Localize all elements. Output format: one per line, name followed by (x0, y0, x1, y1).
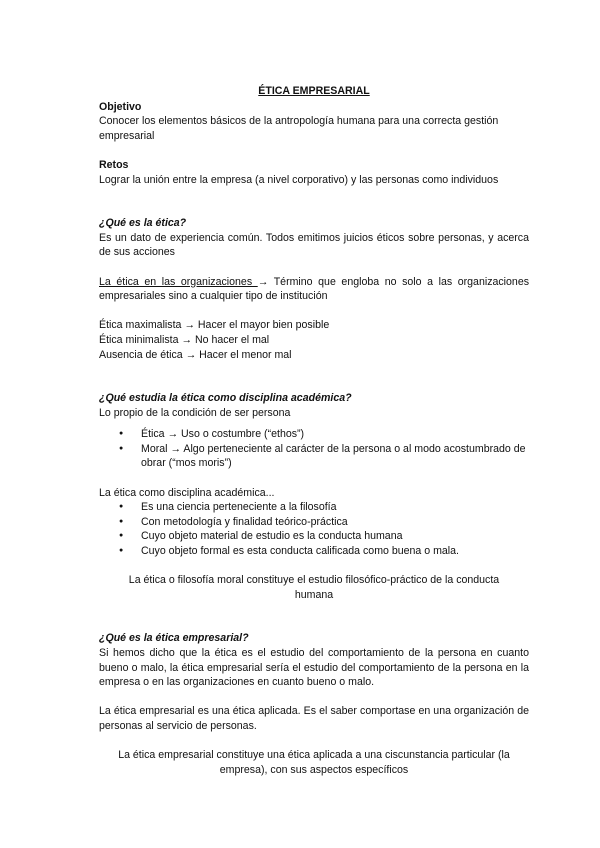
empresarial-conclusion: La ética empresarial constituye una ética aplicada a una ciscunstancia particular (la empresa), con sus aspectos específicos (118, 749, 510, 776)
list-item: ● Cuyo objeto formal es esta conducta calificada como buena o mala. (119, 544, 529, 559)
list-item: ● Es una ciencia perteneciente a la filosofía (119, 500, 529, 515)
objetivo-text: Conocer los elementos básicos de la antropología humana para una correcta gestión empresarial (99, 115, 499, 142)
org-paragraph (99, 275, 529, 304)
list-item: ● Ética → Uso o costumbre (“ethos”) (119, 427, 529, 442)
list-item: ● Cuyo objeto material de estudio es la conducta humana (119, 529, 529, 544)
retos-heading: Retos (99, 158, 129, 171)
discipline-intro: La ética como disciplina académica... (99, 486, 275, 499)
org-term: La ética en las organizaciones (99, 275, 258, 288)
ethics-type-item: Ausencia de ética → Hacer el menor mal (99, 348, 292, 361)
list-item: ● Moral → Algo perteneciente al carácter de la persona o al modo acostumbrado de obrar (“mos moris”) (119, 442, 529, 471)
ethics-type-item: Ética maximalista → Hacer el mayor bien posible (99, 319, 330, 332)
ethos-list (99, 427, 529, 471)
estudia-conclusion: La ética o filosofía moral constituye el estudio filosófico-práctico de la conducta humana (128, 574, 500, 601)
retos-text: Lograr la unión entre la empresa (a nivel corporativo) y las personas como individuos (99, 173, 499, 186)
estudia-text: Lo propio de la condición de ser persona (99, 406, 291, 419)
objetivo-heading: Objetivo (99, 100, 142, 113)
que-es-text: Es un dato de experiencia común. Todos emitimos juicios éticos sobre personas, y acerca de sus acciones (99, 231, 529, 259)
list-item: ● Con metodología y finalidad teórico-práctica (119, 515, 529, 530)
empresarial-p1: Si hemos dicho que la ética es el estudio del comportamiento de la persona en cuanto bueno o malo, la ética empresarial sería el estudio del comportamiento de la persona en la empresa o en las organizaciones en cuanto bueno o malo. (99, 647, 529, 689)
ethics-type-item: Ética minimalista → No hacer el mal (99, 333, 270, 346)
org-text: → Término que engloba no solo a las organizaciones empresariales sino a cualquier tipo de institución (99, 275, 530, 303)
que-es-heading: ¿Qué es la ética? (99, 217, 187, 230)
document-title: ÉTICA EMPRESARIAL (258, 85, 370, 97)
discipline-list (99, 500, 529, 558)
empresarial-heading: ¿Qué es la ética empresarial? (99, 632, 249, 645)
empresarial-p2: La ética empresarial es una ética aplicada. Es el saber comportase en una organización de personas al servicio de personas. (99, 705, 529, 732)
document-page (99, 84, 529, 777)
estudia-heading: ¿Qué estudia la ética como disciplina académica? (99, 392, 352, 405)
